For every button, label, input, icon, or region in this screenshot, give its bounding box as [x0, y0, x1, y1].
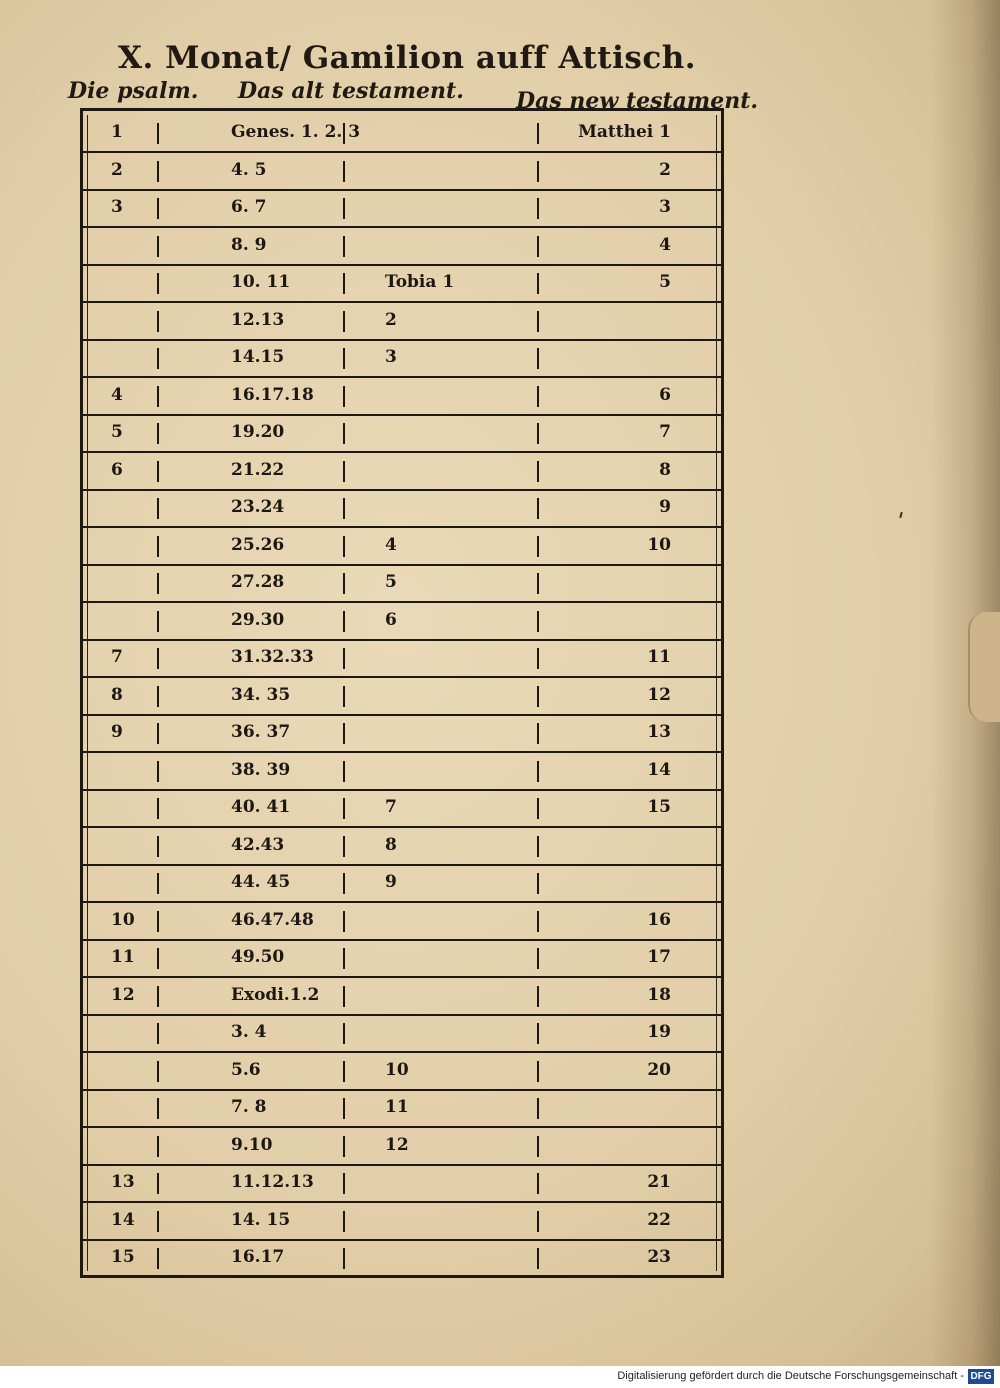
- old-testament-cell: 12.13: [231, 309, 285, 330]
- column-divider: [343, 1173, 345, 1194]
- column-divider: [343, 798, 345, 819]
- psalm-cell: 5: [111, 422, 123, 442]
- new-testament-cell: 20: [647, 1059, 671, 1080]
- column-divider: [157, 873, 159, 894]
- new-testament-cell: 12: [647, 684, 671, 705]
- table-row: [83, 490, 721, 528]
- old-testament-cell: 25.26: [231, 534, 285, 555]
- column-divider: [343, 198, 345, 219]
- table-row: [83, 565, 721, 603]
- column-divider: [537, 761, 539, 782]
- new-testament-cell: 10: [647, 534, 671, 555]
- new-testament-cell: 16: [647, 909, 671, 930]
- apocrypha-cell: 11: [385, 1097, 409, 1117]
- column-divider: [537, 273, 539, 294]
- column-divider: [537, 1023, 539, 1044]
- table-row: [83, 228, 721, 266]
- column-divider: [157, 1211, 159, 1232]
- column-divider: [157, 986, 159, 1007]
- apocrypha-cell: 8: [385, 834, 397, 855]
- column-divider: [343, 911, 345, 932]
- old-testament-cell: 29.30: [231, 609, 285, 630]
- column-divider: [537, 1136, 539, 1157]
- old-testament-cell: 46.47.48: [231, 909, 314, 930]
- table-row: [83, 978, 721, 1016]
- old-testament-cell: 14.15: [231, 347, 285, 367]
- old-testament-cell: 34. 35: [231, 684, 291, 705]
- table-row: [83, 415, 721, 453]
- column-divider: [157, 611, 159, 632]
- new-testament-cell: 19: [647, 1022, 671, 1042]
- old-testament-cell: 9.10: [231, 1134, 273, 1155]
- old-testament-cell: 27.28: [231, 572, 285, 592]
- apocrypha-cell: 12: [385, 1134, 409, 1155]
- column-divider: [537, 1061, 539, 1082]
- column-divider: [537, 311, 539, 332]
- apocrypha-cell: Tobia 1: [385, 272, 455, 292]
- table-row: [83, 603, 721, 641]
- apocrypha-cell: 10: [385, 1059, 409, 1080]
- column-divider: [157, 123, 159, 144]
- old-testament-cell: 16.17: [231, 1247, 285, 1267]
- table-row: [83, 265, 721, 303]
- old-testament-cell: 40. 41: [231, 797, 291, 817]
- table-row: [83, 1128, 721, 1166]
- column-divider: [157, 1023, 159, 1044]
- table-row: [83, 453, 721, 491]
- header-psalms: Die psalm.: [68, 78, 199, 104]
- apocrypha-cell: 7: [385, 797, 397, 817]
- column-divider: [157, 836, 159, 857]
- page-title: X. Monat/ Gamilion auff Attisch.: [118, 40, 697, 76]
- column-divider: [157, 161, 159, 182]
- column-divider: [157, 536, 159, 557]
- table-row: [83, 340, 721, 378]
- new-testament-cell: 22: [647, 1209, 671, 1230]
- column-divider: [537, 611, 539, 632]
- new-testament-cell: 14: [647, 759, 671, 780]
- table-row: [83, 1090, 721, 1128]
- column-divider: [157, 311, 159, 332]
- column-divider: [537, 648, 539, 669]
- table-row: [83, 753, 721, 791]
- column-divider: [537, 1098, 539, 1119]
- old-testament-cell: 36. 37: [231, 722, 291, 742]
- old-testament-cell: 31.32.33: [231, 647, 314, 667]
- apocrypha-cell: 2: [385, 309, 397, 330]
- table-row: [83, 940, 721, 978]
- column-divider: [537, 498, 539, 519]
- new-testament-cell: 11: [647, 647, 671, 667]
- column-divider: [343, 1211, 345, 1232]
- new-testament-cell: Matthei 1: [578, 122, 671, 142]
- column-divider: [157, 648, 159, 669]
- column-divider: [537, 573, 539, 594]
- old-testament-cell: 10. 11: [231, 272, 291, 292]
- column-divider: [537, 686, 539, 707]
- old-testament-cell: 5.6: [231, 1059, 261, 1080]
- old-testament-cell: Exodi.1.2: [231, 984, 320, 1005]
- table-row: [83, 528, 721, 566]
- column-divider: [157, 1248, 159, 1269]
- column-divider: [157, 911, 159, 932]
- psalm-cell: 6: [111, 459, 123, 480]
- psalm-cell: 8: [111, 684, 123, 705]
- apocrypha-cell: 3: [385, 347, 397, 367]
- apocrypha-cell: 5: [385, 572, 397, 592]
- apocrypha-cell: 6: [385, 609, 397, 630]
- old-testament-cell: 6. 7: [231, 197, 267, 217]
- new-testament-cell: 18: [647, 984, 671, 1005]
- old-testament-cell: 7. 8: [231, 1097, 267, 1117]
- column-divider: [537, 536, 539, 557]
- column-divider: [343, 311, 345, 332]
- column-divider: [343, 273, 345, 294]
- old-testament-cell: 42.43: [231, 834, 285, 855]
- column-divider: [537, 461, 539, 482]
- column-divider: [343, 573, 345, 594]
- new-testament-cell: 8: [659, 459, 671, 480]
- column-divider: [537, 123, 539, 144]
- header-new-testament: Das new testament.: [516, 88, 759, 114]
- column-divider: [343, 948, 345, 969]
- column-divider: [157, 348, 159, 369]
- column-divider: [343, 986, 345, 1007]
- old-testament-cell: Genes. 1. 2. 3: [231, 122, 361, 142]
- column-divider: [343, 648, 345, 669]
- table-row: [83, 1015, 721, 1053]
- column-divider: [157, 948, 159, 969]
- column-divider: [343, 498, 345, 519]
- table-row: [83, 1203, 721, 1241]
- column-divider: [157, 686, 159, 707]
- column-divider: [157, 723, 159, 744]
- new-testament-cell: 4: [659, 234, 671, 255]
- psalm-cell: 4: [111, 384, 123, 405]
- column-divider: [157, 423, 159, 444]
- dfg-logo: DFG: [968, 1369, 994, 1384]
- table-row: [83, 903, 721, 941]
- column-divider: [157, 573, 159, 594]
- column-divider: [537, 198, 539, 219]
- column-divider: [537, 1173, 539, 1194]
- column-divider: [157, 798, 159, 819]
- table-row: [83, 1053, 721, 1091]
- psalm-cell: 15: [111, 1247, 135, 1267]
- psalm-cell: 12: [111, 984, 135, 1005]
- old-testament-cell: 49.50: [231, 947, 285, 967]
- new-testament-cell: 13: [647, 722, 671, 742]
- column-divider: [343, 348, 345, 369]
- footer-bar: [0, 1366, 1000, 1388]
- column-divider: [157, 386, 159, 407]
- column-divider: [343, 1023, 345, 1044]
- new-testament-cell: 2: [659, 159, 671, 180]
- psalm-cell: 13: [111, 1172, 135, 1192]
- new-testament-cell: 9: [659, 497, 671, 517]
- table-row: [83, 190, 721, 228]
- table-row: [83, 1165, 721, 1203]
- apocrypha-cell: 9: [385, 872, 397, 892]
- table-row: [83, 715, 721, 753]
- table-row: [83, 828, 721, 866]
- psalm-cell: 10: [111, 909, 135, 930]
- column-divider: [537, 236, 539, 257]
- column-divider: [537, 386, 539, 407]
- new-testament-cell: 3: [659, 197, 671, 217]
- column-divider: [537, 1248, 539, 1269]
- page-tab: [968, 612, 1000, 722]
- column-divider: [157, 1173, 159, 1194]
- table-row: [83, 153, 721, 191]
- column-divider: [157, 198, 159, 219]
- header-old-testament: Das alt testament.: [238, 78, 464, 104]
- new-testament-cell: 5: [659, 272, 671, 292]
- table-row: [83, 678, 721, 716]
- old-testament-cell: 14. 15: [231, 1209, 291, 1230]
- psalm-cell: 2: [111, 159, 123, 180]
- column-divider: [343, 461, 345, 482]
- old-testament-cell: 8. 9: [231, 234, 267, 255]
- apocrypha-cell: 4: [385, 534, 397, 555]
- table-row: [83, 303, 721, 341]
- column-divider: [157, 1136, 159, 1157]
- column-divider: [157, 761, 159, 782]
- new-testament-cell: 7: [659, 422, 671, 442]
- new-testament-cell: 17: [647, 947, 671, 967]
- column-divider: [537, 161, 539, 182]
- column-divider: [343, 236, 345, 257]
- column-divider: [343, 536, 345, 557]
- column-divider: [343, 686, 345, 707]
- column-divider: [343, 611, 345, 632]
- column-divider: [157, 461, 159, 482]
- column-divider: [537, 723, 539, 744]
- old-testament-cell: 4. 5: [231, 159, 267, 180]
- column-divider: [537, 873, 539, 894]
- column-divider: [537, 948, 539, 969]
- column-divider: [537, 911, 539, 932]
- column-divider: [537, 836, 539, 857]
- old-testament-cell: 21.22: [231, 459, 285, 480]
- psalm-cell: 1: [111, 122, 123, 142]
- column-divider: [157, 236, 159, 257]
- column-divider: [343, 1061, 345, 1082]
- column-divider: [343, 873, 345, 894]
- old-testament-cell: 16.17.18: [231, 384, 314, 405]
- new-testament-cell: 15: [647, 797, 671, 817]
- column-divider: [343, 386, 345, 407]
- column-divider: [343, 161, 345, 182]
- psalm-cell: 14: [111, 1209, 135, 1230]
- new-testament-cell: 6: [659, 384, 671, 405]
- old-testament-cell: 38. 39: [231, 759, 291, 780]
- old-testament-cell: 11.12.13: [231, 1172, 314, 1192]
- column-divider: [157, 1061, 159, 1082]
- column-divider: [343, 723, 345, 744]
- new-testament-cell: 21: [647, 1172, 671, 1192]
- table-row: [83, 115, 721, 153]
- footer-credit: Digitalisierung gefördert durch die Deutsche Forschungsgemeinschaft -: [617, 1370, 964, 1382]
- psalm-cell: 9: [111, 722, 123, 742]
- table-row: [83, 865, 721, 903]
- column-divider: [537, 348, 539, 369]
- table-row: [83, 1240, 721, 1276]
- column-divider: [343, 836, 345, 857]
- table-row: [83, 790, 721, 828]
- column-divider: [343, 1248, 345, 1269]
- new-testament-cell: 23: [647, 1247, 671, 1267]
- psalm-cell: 3: [111, 197, 123, 217]
- psalm-cell: 7: [111, 647, 123, 667]
- old-testament-cell: 44. 45: [231, 872, 291, 892]
- column-divider: [343, 1098, 345, 1119]
- column-divider: [537, 423, 539, 444]
- table-row: [83, 640, 721, 678]
- ink-speck: [899, 512, 902, 518]
- column-divider: [537, 1211, 539, 1232]
- column-divider: [537, 986, 539, 1007]
- column-divider: [157, 1098, 159, 1119]
- column-divider: [157, 498, 159, 519]
- column-divider: [343, 1136, 345, 1157]
- column-divider: [157, 273, 159, 294]
- column-divider: [343, 761, 345, 782]
- old-testament-cell: 3. 4: [231, 1022, 267, 1042]
- old-testament-cell: 19.20: [231, 422, 285, 442]
- table-row: [83, 378, 721, 416]
- psalm-cell: 11: [111, 947, 135, 967]
- column-divider: [343, 123, 345, 144]
- old-testament-cell: 23.24: [231, 497, 285, 517]
- reading-table: [80, 108, 724, 1278]
- column-divider: [343, 423, 345, 444]
- column-divider: [537, 798, 539, 819]
